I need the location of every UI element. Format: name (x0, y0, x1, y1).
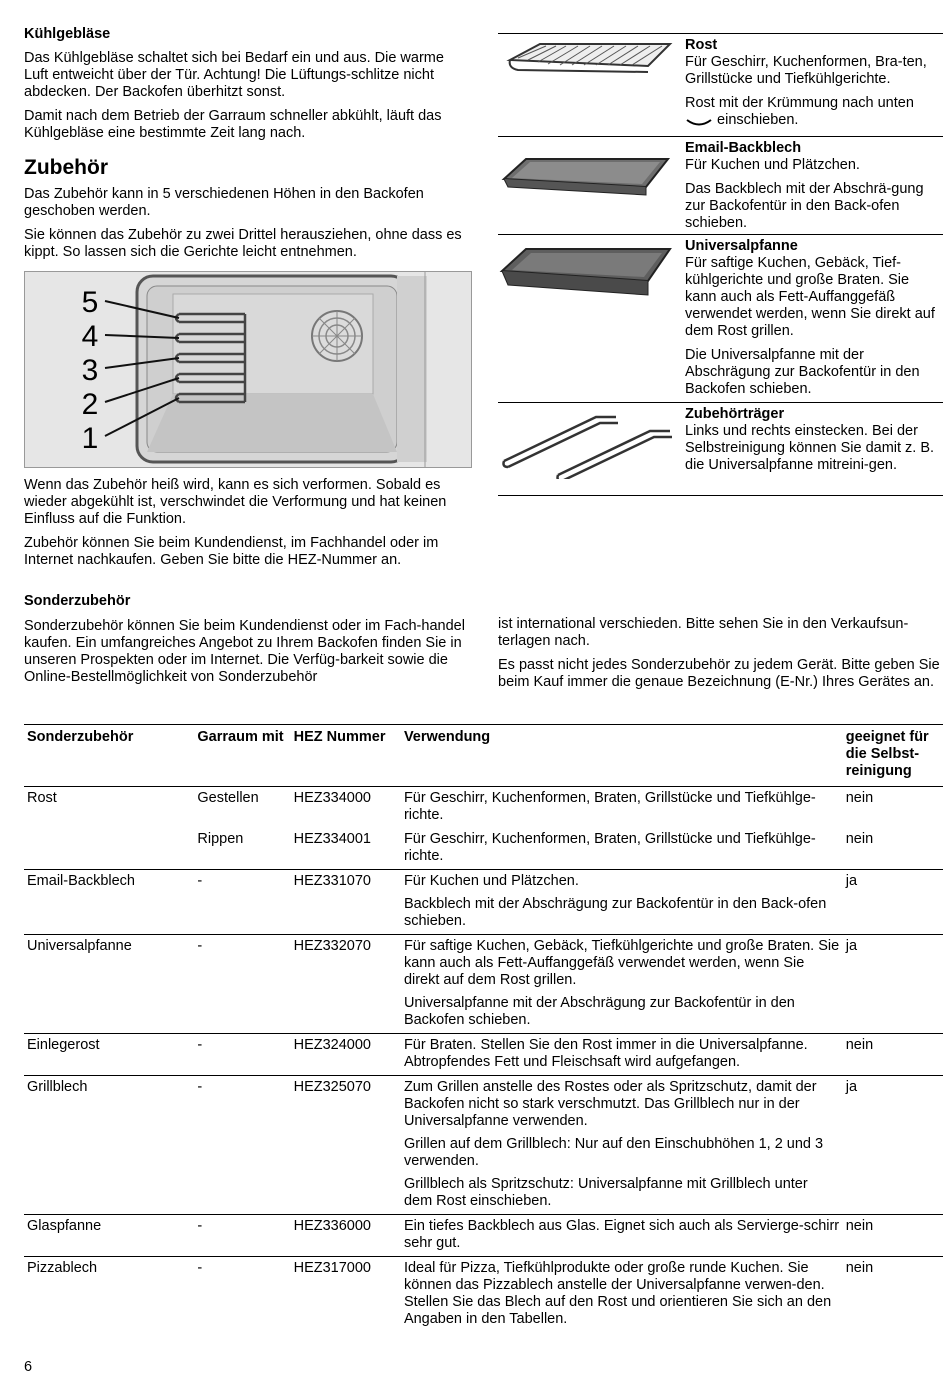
table-body (24, 787, 943, 1333)
table-row (24, 1076, 943, 1215)
cell-garraum: - (194, 870, 290, 935)
rost-title: Rost (685, 37, 718, 53)
level-label-1: 1 (81, 422, 99, 455)
zubehoer-text-1: Das Zubehör kann in 5 verschiedenen Höhen in den Backofen geschoben werden. (24, 186, 424, 219)
cell-garraum: Gestellen (194, 787, 290, 829)
cell-selbstreinigung: nein (843, 1257, 943, 1333)
cell-hez: HEZ317000 (291, 1257, 401, 1333)
rost-text-1: Für Geschirr, Kuchenformen, Bra-ten, Grillstücke und Tiefkühlgerichte. (685, 54, 927, 87)
cell-verwendung (401, 1076, 843, 1215)
verwendung-paragraph: Ein tiefes Backblech aus Glas. Eignet sich auch als Servierge-schirr sehr gut. (403, 1218, 840, 1251)
zubehoer-text-3: Wenn das Zubehör heiß wird, kann es sich verformen. Sobald es wieder abgekühlt ist, verschwindet die Verformung und hat keinen Einfluss auf die Funktion. (24, 477, 447, 527)
zubehoer-text-2: Sie können das Zubehör zu zwei Drittel herausziehen, ohne dass es kippt. So lassen sich die Gerichte leicht entnehmen. (24, 227, 462, 260)
backblech-text-2: Das Backblech mit der Abschrä-gung zur Backofentür in den Back-ofen schieben. (685, 181, 924, 231)
cell-selbstreinigung: ja (843, 1076, 943, 1215)
header-hez-nummer: HEZ Nummer (291, 725, 401, 787)
rost-text-2b: einschieben. (717, 112, 799, 128)
cell-selbstreinigung: ja (843, 870, 943, 935)
cell-hez: HEZ332070 (291, 935, 401, 1034)
universalpfanne-text-2: Die Universalpfanne mit der Abschrägung zur Backofentür in den Backofen schieben. (685, 347, 920, 397)
table-row (24, 787, 943, 829)
zubehoertraeger-image (498, 409, 678, 479)
table-row (24, 1215, 943, 1257)
universalpfanne-description (685, 238, 943, 398)
cell-name: Grillblech (24, 1076, 194, 1215)
cell-garraum: - (194, 1257, 290, 1333)
cell-verwendung (401, 1257, 843, 1333)
accessory-email-backblech (498, 136, 943, 233)
verwendung-paragraph: Grillen auf dem Grillblech: Nur auf den Einschubhöhen 1, 2 und 3 verwenden. (403, 1136, 824, 1169)
cell-verwendung (401, 787, 843, 829)
kuehlgeblaese-section (24, 26, 472, 149)
header-selbstreinigung: geeignet für die Selbst-reinigung (843, 725, 943, 787)
level-label-2: 2 (81, 388, 99, 421)
sonderzubehoer-text-3: Es passt nicht jedes Sonderzubehör zu jedem Gerät. Bitte geben Sie beim Kauf immer die genaue Bezeichnung (E-Nr.) Ihres Gerätes an. (498, 657, 940, 690)
cell-name: Universalpfanne (24, 935, 194, 1034)
sonderzubehoer-text-2: ist international verschieden. Bitte sehen Sie in den Verkaufsun-terlagen nach. (498, 616, 909, 649)
cell-hez: HEZ336000 (291, 1215, 401, 1257)
zubehoer-heading: Zubehör (24, 156, 108, 179)
kuehlgeblaese-text-1: Das Kühlgebläse schaltet sich bei Bedarf ein und aus. Die warme Luft entweicht über der Tür. Achtung! Die Lüftungs-schlitze nicht abdecken. Der Backofen überhitzt sonst. (24, 50, 444, 100)
cell-verwendung (401, 870, 843, 935)
verwendung-paragraph: Für Geschirr, Kuchenformen, Braten, Grillstücke und Tiefkühlge-richte. (403, 790, 816, 823)
level-label-4: 4 (81, 320, 99, 353)
level-label-3: 3 (81, 354, 99, 387)
table-row (24, 828, 943, 870)
cell-name: Einlegerost (24, 1034, 194, 1076)
cell-name: Pizzablech (24, 1257, 194, 1333)
cell-name (24, 828, 194, 870)
zubehoer-notes (24, 477, 472, 576)
verwendung-paragraph: Backblech mit der Abschrägung zur Backofentür in den Back-ofen schieben. (403, 896, 827, 929)
sonderzubehoer-heading: Sonderzubehör (24, 593, 131, 609)
universalpfanne-image (498, 241, 678, 311)
zubehoertraeger-text-1: Links und rechts einstecken. Bei der Selbstreinigung können Sie damit z. B. die Universalpfanne mitreini-gen. (685, 423, 935, 473)
cell-garraum: Rippen (197, 831, 244, 847)
cell-verwendung (401, 828, 843, 870)
verwendung-paragraph: Für Braten. Stellen Sie den Rost immer in die Universalpfanne. Abtropfendes Fett und Fleischsaft wird aufgefangen. (403, 1037, 808, 1070)
verwendung-paragraph: Für Geschirr, Kuchenformen, Braten, Grillstücke und Tiefkühlge-richte. (403, 831, 816, 864)
cell-hez: HEZ325070 (291, 1076, 401, 1215)
verwendung-paragraph: Grillblech als Spritzschutz: Universalpfanne mit Grillblech unter dem Rost einschieben. (403, 1176, 808, 1209)
backblech-image (498, 151, 678, 211)
accessory-rost (498, 33, 943, 134)
sonderzubehoer-right (498, 616, 943, 691)
table-row (24, 935, 943, 1034)
cell-verwendung (401, 1034, 843, 1076)
rost-image (498, 38, 678, 98)
rost-description (685, 37, 943, 129)
verwendung-paragraph: Für Kuchen und Plätzchen. (403, 873, 579, 889)
cell-name: Rost (24, 787, 194, 829)
cell-selbstreinigung: nein (843, 1034, 943, 1076)
accessory-universalpfanne (498, 234, 943, 403)
page-number: 6 (24, 1359, 33, 1375)
verwendung-paragraph: Ideal für Pizza, Tiefkühlprodukte oder große runde Kuchen. Sie können das Pizzablech anstelle der Universalpfanne verwen-den. Stellen Sie das Blech auf den Rost und orientieren Sie sich an den Angaben in den Tabellen. (403, 1260, 832, 1327)
cell-name: Email-Backblech (24, 870, 194, 935)
zubehoer-text-4: Zubehör können Sie beim Kundendienst, im Fachhandel oder im Internet nachkaufen. Geben Sie bitte die HEZ-Nummer an. (24, 535, 439, 568)
sonderzubehoer-table (24, 724, 943, 1332)
oven-levels-illustration (24, 271, 472, 468)
cell-selbstreinigung: nein (845, 831, 874, 847)
kuehlgeblaese-heading: Kühlgebläse (24, 26, 111, 42)
cell-verwendung (401, 935, 843, 1034)
cell-garraum: - (194, 1034, 290, 1076)
cell-selbstreinigung: ja (843, 935, 943, 1034)
cell-selbstreinigung: nein (843, 787, 943, 829)
cell-hez: HEZ324000 (291, 1034, 401, 1076)
backblech-description (685, 140, 943, 232)
cell-hez: HEZ334001 (293, 831, 371, 847)
cell-garraum: - (194, 935, 290, 1034)
cell-garraum: - (194, 1215, 290, 1257)
rost-text-2: Rost mit der Krümmung nach unten (685, 95, 914, 111)
table-row (24, 870, 943, 935)
backblech-title: Email-Backblech (685, 140, 802, 156)
zubehoertraeger-title: Zubehörträger (685, 406, 785, 422)
table-row (24, 1257, 943, 1333)
verwendung-paragraph: Zum Grillen anstelle des Rostes oder als Spritzschutz, damit der Backofen nicht so stark verschmutzt. Das Grillblech nur in der Universalpfanne verwenden. (403, 1079, 817, 1129)
cell-selbstreinigung: nein (843, 1215, 943, 1257)
level-label-5: 5 (81, 286, 99, 319)
accessory-zubehoertraeger (498, 402, 943, 496)
level-labels (75, 286, 105, 456)
universalpfanne-title: Universalpfanne (685, 238, 798, 254)
sonderzubehoer-text-1: Sonderzubehör können Sie beim Kundendienst oder im Fach-handel kaufen. Ein umfangreiches Angebot zu Ihrem Backofen finden Sie in unseren Prospekten oder im Internet. Die Verfüg-barkeit sowie die Online-Bestellmöglichkeit von Sonderzubehör (24, 618, 465, 685)
cell-garraum: - (194, 1076, 290, 1215)
curve-down-icon (685, 115, 713, 125)
verwendung-paragraph: Universalpfanne mit der Abschrägung zur Backofentür in den Backofen schieben. (403, 995, 795, 1028)
zubehoer-section (24, 156, 472, 268)
kuehlgeblaese-text-2: Damit nach dem Betrieb der Garraum schneller abkühlt, läuft das Kühlgebläse eine bestimmte Zeit lang nach. (24, 108, 442, 141)
header-verwendung: Verwendung (401, 725, 843, 787)
universalpfanne-text-1: Für saftige Kuchen, Gebäck, Tief-kühlgerichte und große Braten. Sie kann auch als Fett-Auffanggefäß verwendet werden, wenn Sie direkt auf dem Rost grillen. (685, 255, 935, 339)
table-row (24, 1034, 943, 1076)
header-garraum: Garraum mit (194, 725, 290, 787)
backblech-text-1: Für Kuchen und Plätzchen. (685, 157, 860, 173)
table-header-row (24, 725, 943, 787)
cell-name: Glaspfanne (24, 1215, 194, 1257)
header-sonderzubehoer: Sonderzubehör (24, 725, 194, 787)
verwendung-paragraph: Für saftige Kuchen, Gebäck, Tiefkühlgerichte und große Braten. Sie kann auch als Fett-Auffanggefäß verwendet werden, wenn Sie direkt auf dem Rost grillen. (403, 938, 840, 988)
cell-hez: HEZ334000 (291, 787, 401, 829)
sonderzubehoer-section (24, 593, 472, 686)
cell-hez: HEZ331070 (291, 870, 401, 935)
zubehoertraeger-description (685, 406, 943, 474)
cell-verwendung (401, 1215, 843, 1257)
